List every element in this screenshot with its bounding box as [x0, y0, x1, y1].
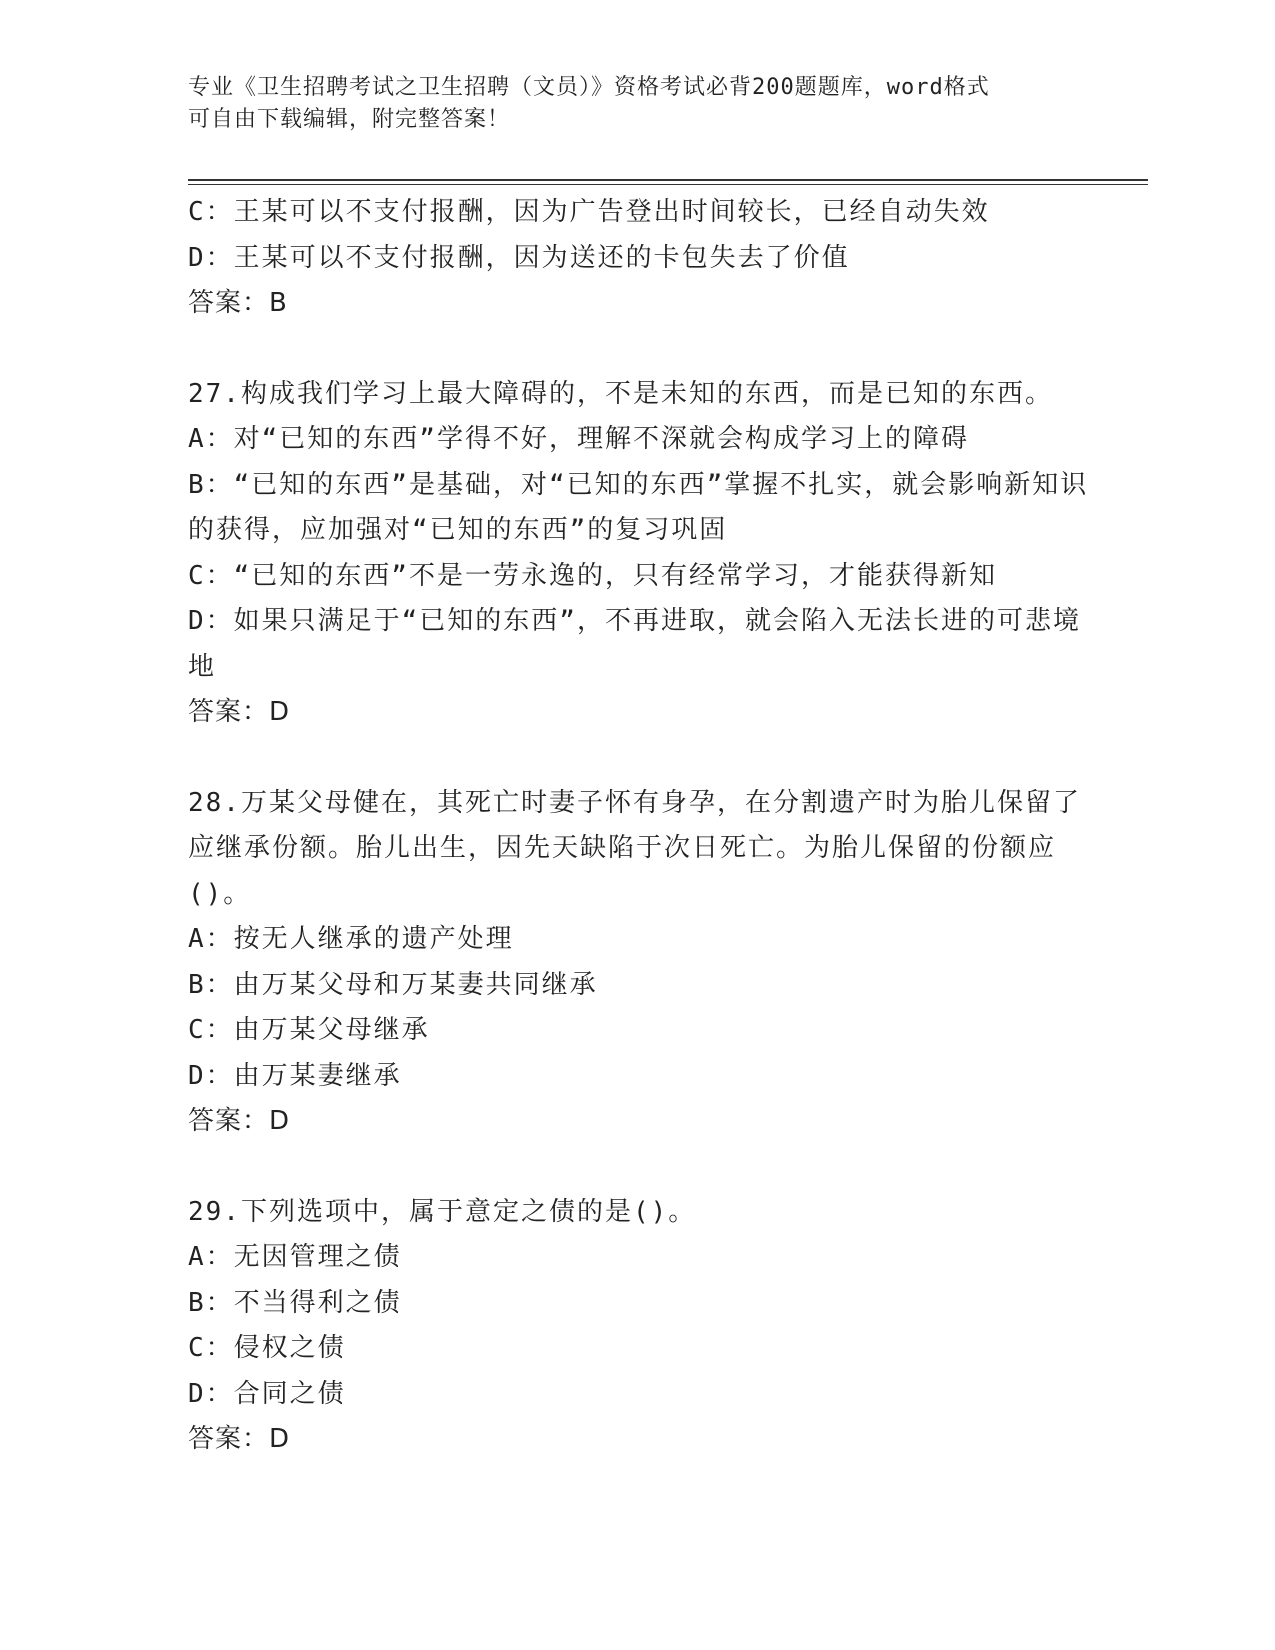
option-c: C：侵权之债 — [188, 1333, 346, 1363]
option-c: C：由万某父母继承 — [188, 1015, 430, 1045]
header-divider-thin — [188, 184, 1148, 185]
question-content — [188, 190, 1108, 1463]
question-27 — [188, 372, 1108, 736]
question-28 — [188, 781, 1108, 1145]
option-d: D：如果只满足于“已知的东西”，不再进取，就会陷入无法长进的可悲境地 — [188, 606, 1081, 682]
question-stem: 28.万某父母健在，其死亡时妻子怀有身孕，在分割遗产时为胎儿保留了应继承份额。胎儿出生，因先天缺陷于次日死亡。为胎儿保留的份额应()。 — [188, 787, 1081, 909]
option-c: C：王某可以不支付报酬，因为广告登出时间较长，已经自动失效 — [188, 197, 990, 227]
option-d: D：王某可以不支付报酬，因为送还的卡包失去了价值 — [188, 242, 850, 273]
header-line-2: 可自由下载编辑，附完整答案！ — [188, 107, 511, 132]
option-b: B：由万某父母和万某妻共同继承 — [188, 969, 598, 1000]
option-a: A：对“已知的东西”学得不好，理解不深就会构成学习上的障碍 — [188, 424, 969, 454]
option-c: C：“已知的东西”不是一劳永逸的，只有经常学习，才能获得新知 — [188, 560, 997, 591]
option-a: A：按无人继承的遗产处理 — [188, 924, 514, 954]
option-d: D：合同之债 — [188, 1378, 346, 1409]
question-29 — [188, 1190, 1108, 1463]
header-line-1: 专业《卫生招聘考试之卫生招聘（文员）》资格考试必背200题题库，word格式 — [188, 75, 990, 100]
answer: 答案：B — [188, 288, 288, 318]
answer: 答案：D — [188, 1424, 291, 1454]
header-divider-thick — [188, 179, 1148, 181]
option-b: B：不当得利之债 — [188, 1287, 402, 1318]
answer: 答案：D — [188, 697, 291, 727]
previous-question — [188, 190, 1108, 327]
question-stem: 29.下列选项中，属于意定之债的是()。 — [188, 1196, 697, 1227]
option-d: D：由万某妻继承 — [188, 1060, 402, 1091]
answer: 答案：D — [188, 1106, 291, 1136]
option-b: B：“已知的东西”是基础，对“已知的东西”掌握不扎实，就会影响新知识的获得，应加强对“已知的东西”的复习巩固 — [188, 469, 1089, 545]
document-header — [188, 72, 1088, 136]
option-a: A：无因管理之债 — [188, 1242, 402, 1272]
question-stem: 27.构成我们学习上最大障碍的，不是未知的东西，而是已知的东西。 — [188, 378, 1053, 409]
